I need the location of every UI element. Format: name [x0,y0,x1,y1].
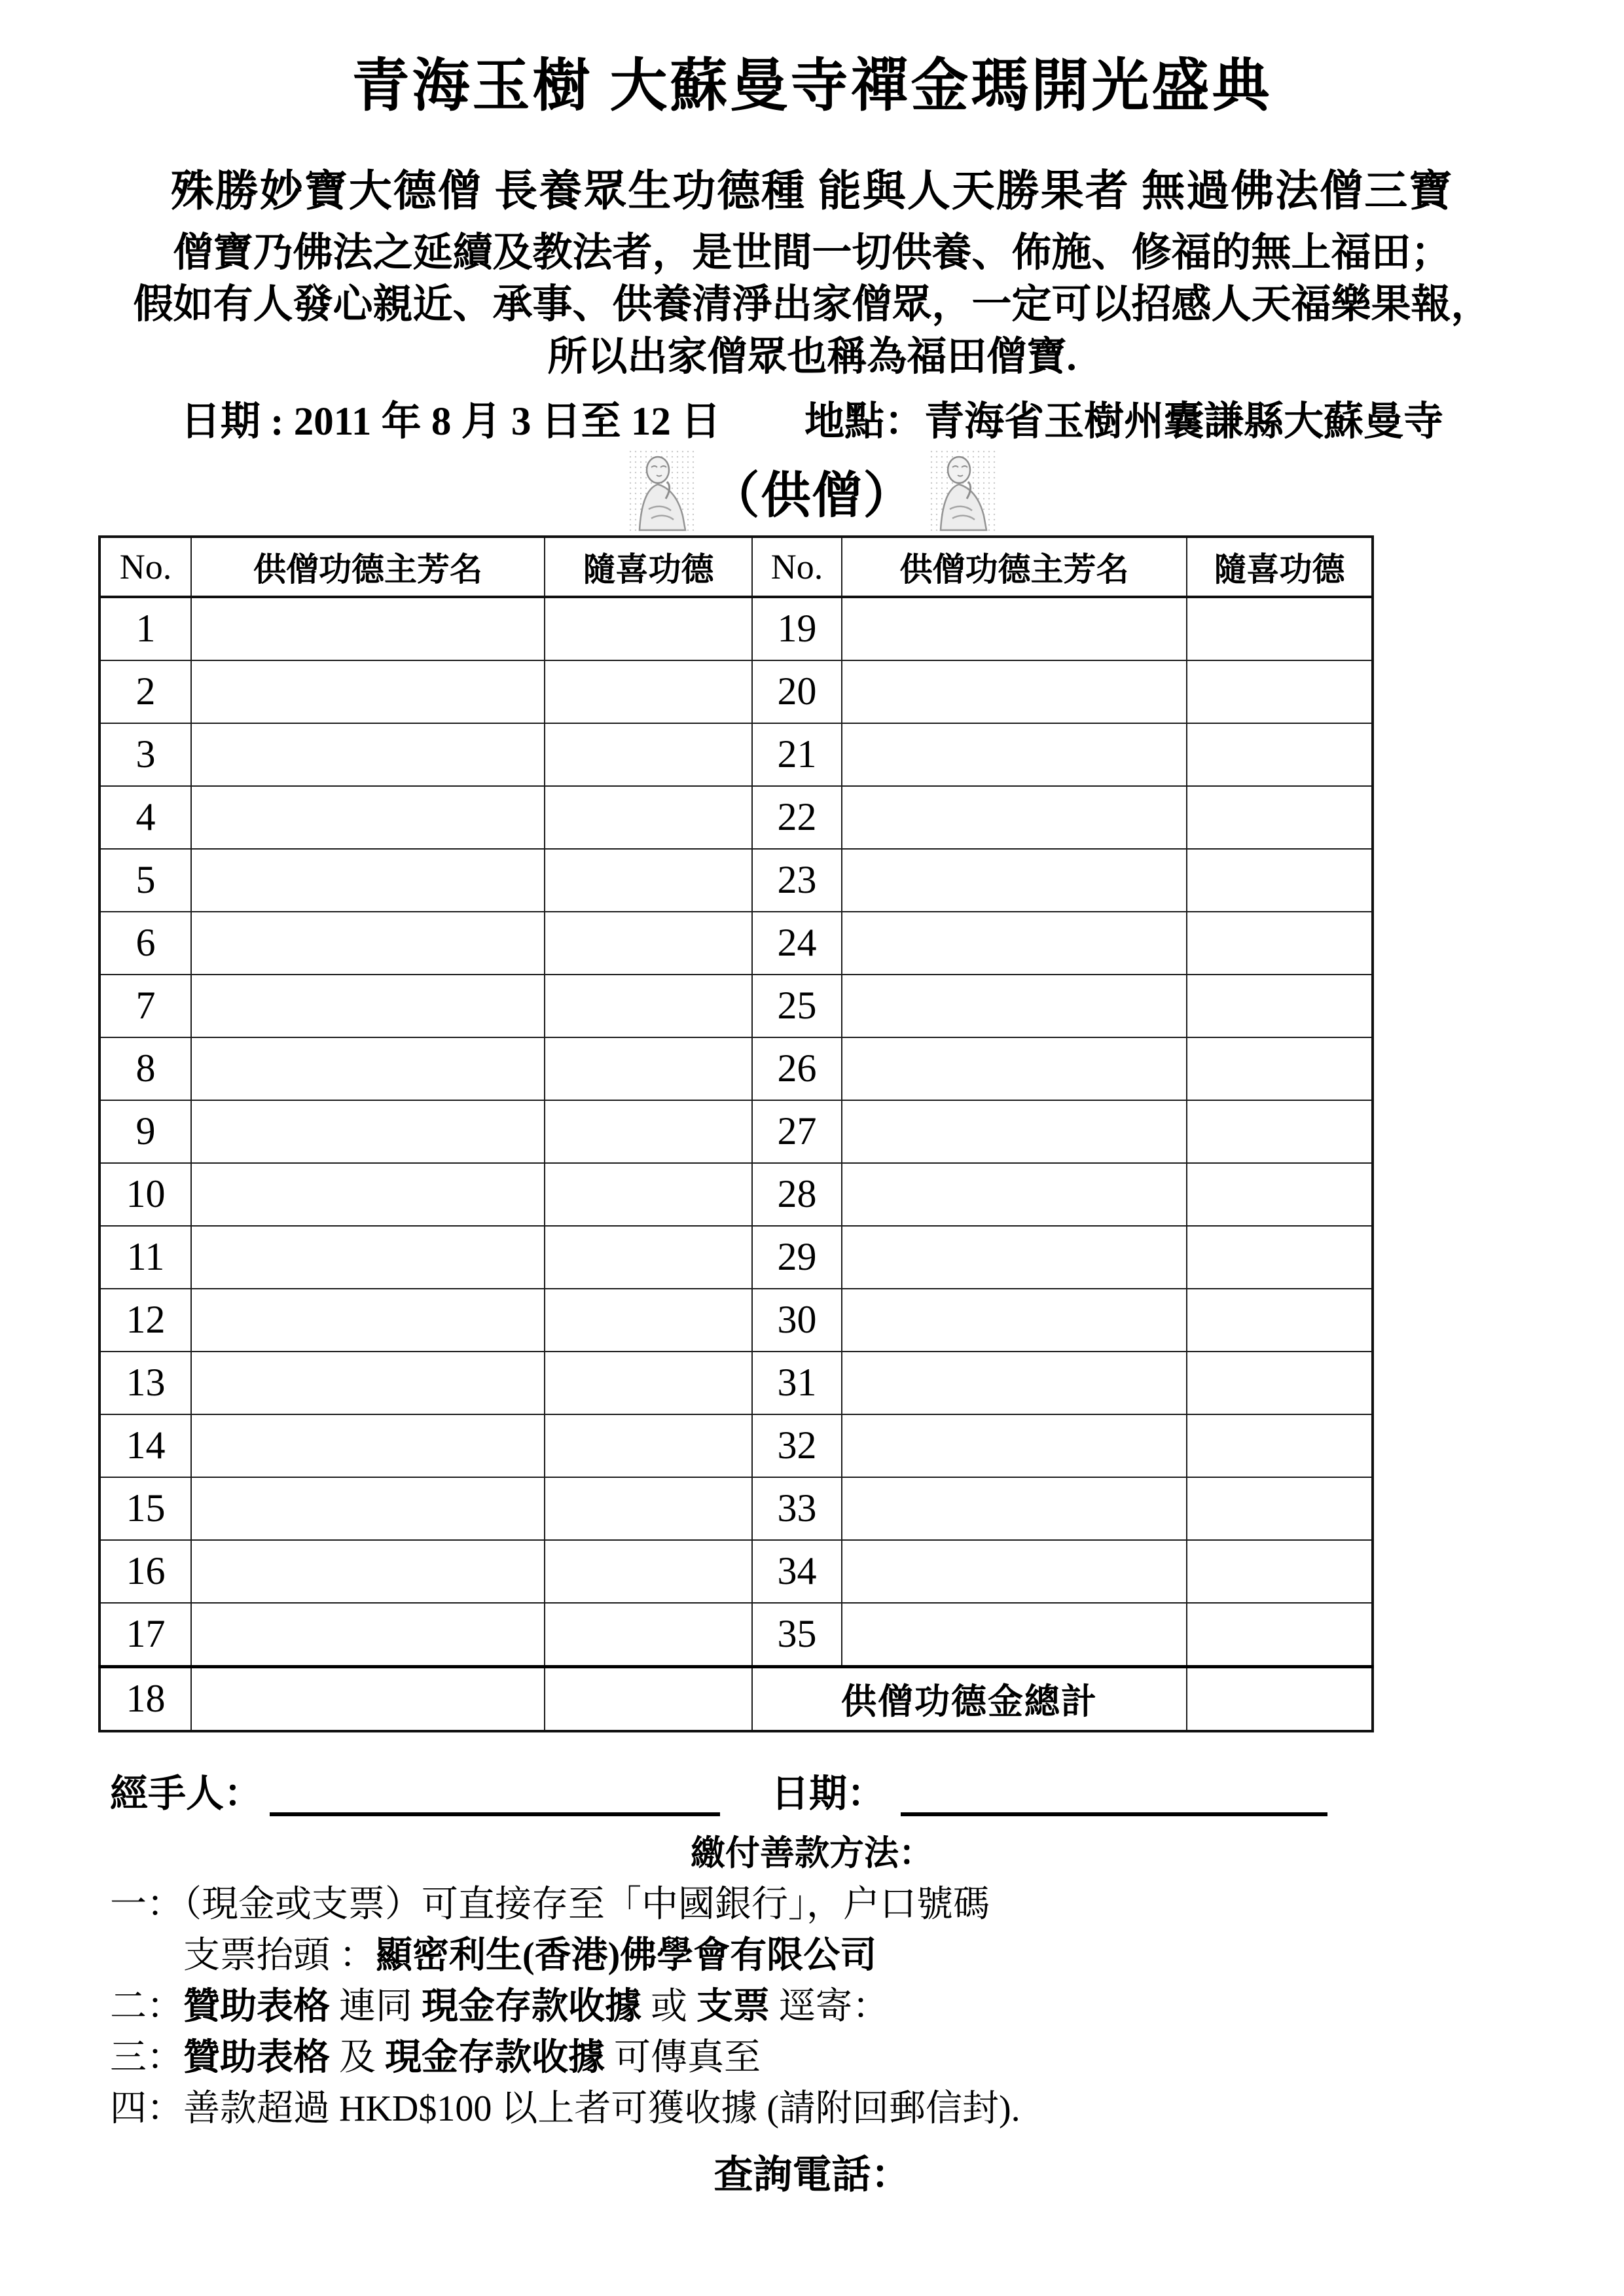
method-3-text: 及 [330,2037,385,2079]
donor-name-cell[interactable] [842,1226,1187,1289]
merit-cell[interactable] [545,786,752,849]
donor-name-cell[interactable] [191,975,545,1037]
payment-method-3 [110,2036,1624,2079]
merit-cell[interactable] [545,1666,752,1731]
merit-cell[interactable] [545,1226,752,1289]
table-row [99,786,1373,849]
header-donor-name-right: 供僧功德主芳名 [842,537,1187,597]
table-total-row [99,1666,1373,1731]
merit-cell[interactable] [1187,1037,1373,1100]
section-label: （供僧） [710,469,914,524]
merit-cell[interactable] [545,849,752,912]
donor-name-cell[interactable] [842,1037,1187,1100]
row-number: 28 [752,1163,842,1226]
merit-cell[interactable] [1187,1603,1373,1667]
total-amount-cell[interactable] [1187,1666,1373,1731]
header-merit-right: 隨喜功德 [1187,537,1373,597]
donor-name-cell[interactable] [191,1037,545,1100]
cheque-payee-label: 支票抬頭 ： [183,1935,376,1976]
row-number: 30 [752,1289,842,1352]
merit-cell[interactable] [545,975,752,1037]
payment-method-1 [110,1883,1624,1926]
merit-cell[interactable] [1187,1163,1373,1226]
donor-name-cell[interactable] [842,1352,1187,1414]
donor-name-cell[interactable] [842,786,1187,849]
merit-cell[interactable] [1187,1477,1373,1540]
table-row [99,723,1373,786]
method-4-suffix: 以上者可獲收據 (請附回郵信封). [492,2089,1020,2130]
row-number: 34 [752,1540,842,1603]
row-number: 24 [752,912,842,975]
method-4-amount: HKD$100 [339,2089,492,2130]
event-venue [804,389,1443,446]
row-number: 3 [99,723,191,786]
intro-paragraph [0,227,1624,383]
row-number: 11 [99,1226,191,1289]
method-2-text: 或 [641,1986,696,2028]
venue-label: 地點： [804,399,925,444]
date-venue-line [0,389,1624,446]
donor-name-cell[interactable] [191,1226,545,1289]
donor-name-cell[interactable] [191,1163,545,1226]
donor-name-cell[interactable] [842,1477,1187,1540]
row-number: 5 [99,849,191,912]
donor-name-cell[interactable] [842,1414,1187,1477]
merit-cell[interactable] [1187,723,1373,786]
table-row [99,1037,1373,1100]
merit-cell[interactable] [1187,1100,1373,1163]
merit-cell[interactable] [1187,597,1373,660]
row-number: 6 [99,912,191,975]
row-number: 1 [99,597,191,660]
date-label: 日期 : [180,399,284,444]
date-value: 2011 年 8 月 3 日至 12 日 [283,399,721,444]
method-3-suffix: 可傳真至 [605,2037,761,2079]
method-4-prefix: 四：善款超過 [110,2089,339,2130]
method-3-bold-2: 現金存款收據 [385,2037,605,2079]
row-number: 2 [99,660,191,723]
merit-cell[interactable] [545,1477,752,1540]
donor-table [98,535,1374,1732]
merit-cell[interactable] [1187,786,1373,849]
handler-date-line [110,1769,1624,1816]
merit-cell[interactable] [545,1100,752,1163]
method-3-prefix: 三： [110,2037,183,2079]
header-no-right: No. [752,537,842,597]
row-number: 12 [99,1289,191,1352]
table-row [99,1100,1373,1163]
donor-name-cell[interactable] [191,912,545,975]
method-2-bold-3: 支票 [696,1986,770,2028]
merit-cell[interactable] [545,597,752,660]
row-number: 29 [752,1226,842,1289]
monk-icon [629,450,695,533]
donor-name-cell[interactable] [842,1163,1187,1226]
donor-name-cell[interactable] [842,1540,1187,1603]
merit-cell[interactable] [1187,1540,1373,1603]
donor-name-cell[interactable] [191,1414,545,1477]
donor-name-cell[interactable] [842,660,1187,723]
page-title: 青海玉樹 大蘇曼寺禪金瑪開光盛典 [352,55,1272,118]
donor-name-cell[interactable] [842,723,1187,786]
header-no-left: No. [99,537,191,597]
merit-cell[interactable] [545,912,752,975]
row-number: 7 [99,975,191,1037]
row-number: 4 [99,786,191,849]
payment-method-4 [110,2087,1624,2130]
donor-name-cell[interactable] [842,849,1187,912]
header-donor-name-left: 供僧功德主芳名 [191,537,545,597]
table-header-row [99,537,1373,597]
donor-name-cell[interactable] [191,1352,545,1414]
footer-date-label: 日期： [771,1772,886,1816]
row-number: 10 [99,1163,191,1226]
row-number: 27 [752,1100,842,1163]
row-number: 21 [752,723,842,786]
table-row [99,975,1373,1037]
row-number: 25 [752,975,842,1037]
merit-cell[interactable] [545,1352,752,1414]
merit-cell[interactable] [545,723,752,786]
merit-cell[interactable] [1187,1414,1373,1477]
donor-name-cell[interactable] [842,597,1187,660]
row-number: 18 [99,1666,191,1731]
table-row [99,1603,1373,1667]
venue-value: 青海省玉樹州囊謙縣大蘇曼寺 [924,399,1444,444]
method-2-text: 連同 [330,1986,422,2028]
paragraph-line: 僧寶乃佛法之延續及教法者，是世間一切供養、佈施、修福的無上福田； [173,231,1451,275]
cheque-payee-name: 顯密利生(香港)佛學會有限公司 [376,1935,877,1976]
donor-name-cell[interactable] [191,723,545,786]
subtitle-verse: 殊勝妙寶大德僧 長養眾生功德種 能與人天勝果者 無過佛法僧三寶 [170,168,1454,215]
donor-name-cell[interactable] [191,1100,545,1163]
method-1-text: 一：（現金或支票）可直接存至「中國銀行」，户口號碼 [110,1884,990,1925]
payment-method-cheque [183,1934,1624,1977]
donor-name-cell[interactable] [842,912,1187,975]
table-row [99,1289,1373,1352]
donor-name-cell[interactable] [842,975,1187,1037]
method-2-suffix: 逕寄： [770,1986,889,2028]
row-number: 22 [752,786,842,849]
donor-name-cell[interactable] [191,1540,545,1603]
paragraph-line: 所以出家僧眾也稱為福田僧寶. [547,334,1077,379]
donor-name-cell[interactable] [191,1603,545,1667]
donor-name-cell[interactable] [191,1666,545,1731]
merit-cell[interactable] [1187,975,1373,1037]
row-number: 8 [99,1037,191,1100]
donor-name-cell[interactable] [191,597,545,660]
donor-name-cell[interactable] [191,660,545,723]
header-merit-left: 隨喜功德 [545,537,752,597]
table-row [99,660,1373,723]
date-blank-field[interactable] [901,1769,1327,1816]
row-number: 26 [752,1037,842,1100]
table-row [99,1540,1373,1603]
donor-name-cell[interactable] [191,1477,545,1540]
payment-methods-title: 繳付善款方法： [691,1834,933,1873]
table-row [99,1477,1373,1540]
donor-name-cell[interactable] [191,786,545,849]
row-number: 35 [752,1603,842,1667]
table-row [99,1414,1373,1477]
merit-cell[interactable] [1187,912,1373,975]
row-number: 19 [752,597,842,660]
row-number: 14 [99,1414,191,1477]
row-number: 20 [752,660,842,723]
row-number: 13 [99,1352,191,1414]
method-2-bold-2: 現金存款收據 [422,1986,641,2028]
section-banner [0,450,1624,533]
row-number: 31 [752,1352,842,1414]
merit-cell[interactable] [545,1414,752,1477]
merit-cell[interactable] [545,1603,752,1667]
row-number: 32 [752,1414,842,1477]
monk-icon [930,450,996,533]
merit-cell[interactable] [545,1163,752,1226]
table-row [99,597,1373,660]
merit-cell[interactable] [1187,660,1373,723]
row-number: 23 [752,849,842,912]
donor-name-cell[interactable] [842,1100,1187,1163]
merit-cell[interactable] [545,1289,752,1352]
merit-cell[interactable] [1187,1226,1373,1289]
table-row [99,1226,1373,1289]
method-3-bold-1: 贊助表格 [183,2037,330,2079]
donor-name-cell[interactable] [842,1603,1187,1667]
method-2-prefix: 二： [110,1986,183,2028]
donor-name-cell[interactable] [191,849,545,912]
donor-name-cell[interactable] [842,1289,1187,1352]
event-date [181,389,721,446]
merit-cell[interactable] [1187,1289,1373,1352]
row-number: 17 [99,1603,191,1667]
merit-cell[interactable] [545,1540,752,1603]
handler-blank-field[interactable] [270,1769,720,1816]
enquiry-phone-label: 查詢電話： [713,2153,911,2197]
row-number: 16 [99,1540,191,1603]
row-number: 33 [752,1477,842,1540]
row-number: 9 [99,1100,191,1163]
donor-name-cell[interactable] [191,1289,545,1352]
merit-cell[interactable] [1187,849,1373,912]
total-label: 供僧功德金總計 [752,1666,1187,1731]
merit-cell[interactable] [545,660,752,723]
paragraph-line: 假如有人發心親近、承事、供養清淨出家僧眾，一定可以招感人天福樂果報， [133,283,1491,327]
row-number: 15 [99,1477,191,1540]
table-row [99,1163,1373,1226]
handler-label: 經手人： [110,1772,262,1816]
merit-cell[interactable] [545,1037,752,1100]
table-row [99,1352,1373,1414]
table-row [99,849,1373,912]
table-row [99,912,1373,975]
merit-cell[interactable] [1187,1352,1373,1414]
method-2-bold-1: 贊助表格 [183,1986,330,2028]
payment-method-2 [110,1985,1624,2028]
